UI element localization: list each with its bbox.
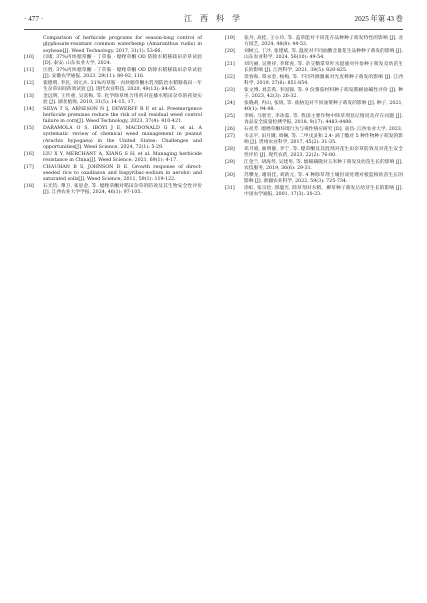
reference-number: [18]	[24, 183, 34, 189]
running-header	[24, 12, 403, 26]
reference-number: [24]	[225, 100, 235, 106]
header-rule	[24, 29, 403, 30]
reference-item	[225, 49, 403, 62]
reference-item	[225, 36, 403, 49]
reference-item	[24, 94, 202, 107]
reference-number: [26]	[225, 126, 235, 132]
reference-item	[225, 173, 403, 186]
reference-text: 石亮芳. 噁唑草酮环境行为与毒性响应研究 [D]. 南昌: 江西农业大学, 2023.	[244, 126, 403, 132]
reference-text: 李杨, 马智宏, 李冰茹, 等. 我国主要作物中除草剂登记情况及存在问题 [J]. 食品安全质量检测学报, 2018, 9(17): 4483-4488.	[244, 113, 403, 126]
reference-text: 韦志平, 田月娥, 周娴, 等. 二甲戊灵和 2,4- 滴丁酯对 5 种作物种子萌发的影响 [J]. 贵州农业科学, 2017, 45(2): 31-35.	[244, 133, 403, 145]
reference-number: [29]	[225, 159, 235, 165]
reference-item	[24, 107, 202, 126]
reference-text: 金远明, 王传重, 吴富梅, 等. 化学除草组合用药对直播水稻田杂草的药效实验 [J]. 湖北植保, 2019, 31(5): 14-15, 17.	[43, 93, 202, 106]
reference-text: 苏攀龙, 谢羽佳, 刘新元, 等. 4 种除草剂土壤封闭处理对板蓝根幼苗生长的影响 [J]. 新疆农业科学, 2022, 59(3): 725-734.	[244, 172, 403, 184]
reference-number: [28]	[225, 146, 235, 152]
reference-item	[225, 127, 403, 133]
reference-column-left	[24, 36, 202, 197]
reference-number: [13]	[24, 93, 34, 99]
reference-text: 余春和, 覃永金, 杨梅, 等. 不同外源激素对光皮桦种子萌发的影响 [J]. 江西科学, 2019, 37(6): 851-854.	[244, 74, 403, 87]
journal-title: 江 西 科 学	[184, 14, 243, 23]
reference-number: [27]	[225, 133, 235, 139]
reference-text: 石光钧, 肇卫, 张思金, 等. 噁唑草酮对稻田杂草的防效及其生物安全性评价 [J]. 江西农业大学学报, 2024, 46(1): 97-105.	[43, 183, 202, 196]
reference-item	[225, 101, 403, 114]
reference-number: [31]	[225, 185, 235, 191]
reference-number: [14]	[24, 106, 34, 112]
reference-number: [11]	[24, 67, 34, 73]
reference-item	[225, 134, 403, 147]
reference-item	[225, 62, 403, 75]
reference-item	[24, 152, 202, 165]
page-number: · 477 ·	[24, 15, 44, 23]
reference-item	[225, 88, 403, 101]
reference-text: 刘树云, 丁沙, 张建斌, 等. 温度对不同油酸含量花生品种种子萌发的影响 [J]. 山东农业科学, 2024, 56(10): 49-54.	[244, 48, 403, 61]
reference-text: 江金兰, 胡海琴, 吴建男, 等. 烟嘧磺隆对玉米种子萌发及幼苗生长的影响 [J]. 农技服务, 2019, 36(6): 29-31.	[244, 159, 403, 171]
reference-item	[225, 186, 403, 199]
reference-item	[24, 184, 202, 197]
reference-number: [19]	[225, 36, 235, 41]
reference-number: [23]	[225, 87, 235, 93]
reference-item	[225, 114, 403, 127]
reference-number: [20]	[225, 48, 235, 54]
reference-number: [12]	[24, 80, 34, 86]
reference-text: 汪胜. 37%丙炔噁草酮 · 丁草胺 · 噁唑草酮 OD 防除水稻移栽田杂草试验 [J]. 安徽农学通报, 2023, 29(11): 89-92, 116.	[43, 67, 202, 80]
reference-continuation: Comparison of herbicide programs for season-long control of glyphosate-resistant common waterhemp (Amaranthus rudis) in soybean[J]. Weed Technology, 2017, 31(1): 53-66.	[43, 36, 202, 54]
reference-text: DARAMOLA O S, IBOYI J E, MACDONALD G E, et al. A systematic review of chemical weed management in peanut (Arachis hypogaea) in the United States: Challenges and opportunities[J]. Weed Science, 2024, 72(1): 5-29.	[43, 126, 202, 150]
reference-text: 闫康. 37%丙炔噁草酮 · 丁草胺 · 噁唑草酮 OD 防除水稻移栽田杂草试验 [D]. 泰安: 山东农业大学, 2024.	[43, 54, 202, 67]
reference-number: [22]	[225, 74, 235, 80]
reference-number: [21]	[225, 61, 235, 67]
reference-number: [17]	[24, 164, 34, 170]
reference-item	[24, 81, 202, 94]
reference-text: 徐虹, 张宗俭, 郭龍光. 除草剂对水稻、柳草种子萌发后幼芽生长的影响 [J]. 中国农学通报, 2001, 17(3): 20-23.	[244, 185, 403, 197]
reference-item	[225, 75, 403, 88]
reference-item	[225, 147, 403, 160]
reference-text: 张文博, 刘芸希, 李国锦, 等. 9 份番茄材料种子萌发期耐盐碱性评价 [J]. 种子, 2023, 42(3): 26-32.	[244, 87, 403, 100]
reference-column-right	[225, 36, 403, 199]
reference-item	[225, 160, 403, 173]
reference-number: [15]	[24, 126, 34, 132]
reference-text: 刘巧丽, 吴照祥, 李辉虎, 等. 杂交糖掌草叶水提液对丹参种子萌发及幼苗生长的影响 [J]. 江西科学, 2021, 39(5): 820-825.	[244, 61, 403, 74]
reference-number: [30]	[225, 172, 235, 178]
reference-text: LIU X Y, MERCHANT A, XIANG S H, et al. Managing herbicide resistance in China[J]. Weed Science, 2021, 69(1): 4-17.	[43, 151, 202, 163]
reference-number: [10]	[24, 54, 34, 60]
reference-text: 裴德明, 李民, 刘元兵. 31%丙草胺 · 丙炔噁草酮水乳剂防治水稻移栽田一年生杂草田间药效试验 [J]. 现代农业科技, 2020, 49(13): 84-85.	[43, 80, 202, 93]
reference-number: [16]	[24, 151, 34, 157]
reference-item	[24, 126, 202, 151]
reference-text: CHAUHAN B S, JOHNSON D E. Growth response of direct-seeded rice to oxadiazon and bispyribac-sodium in aerobic and saturated soils[J]. Weed Science, 2011, 59(1): 119-122.	[43, 164, 202, 183]
reference-number: [25]	[225, 113, 235, 119]
journal-issue: 2025 年第 43 卷	[354, 15, 403, 23]
reference-item	[24, 165, 202, 184]
reference-item	[24, 55, 202, 68]
reference-text: 张丹, 高桂, 王小玲, 等. 盖草能对不同花卉品种种子萌发特性的影响 [J]. 北方园艺, 2024, 48(8): 44-53.	[244, 36, 403, 48]
reference-text: 邓月娟, 曲明静, 李宁, 等. 噁草酮及其混剂对花生田杂草防效及对花生安全性评价 [J]. 现代农药, 2023, 22(2): 76-80.	[244, 146, 403, 158]
reference-item	[24, 68, 202, 81]
reference-text: SILVA T S, ARNESON N J, DEWERFF R P, et al. Preemergence herbicide premixes reduce the risk of soil residual weed control failure in corn[J]. Weed Technology, 2023, 37(4): 410-421.	[43, 106, 202, 125]
reference-text: 张晓莉, 冉山, 张锐, 等. 盐胁迫对不同油菜种子萌发的影响 [J]. 种子, 2021, 40(1): 94-98.	[244, 100, 403, 113]
